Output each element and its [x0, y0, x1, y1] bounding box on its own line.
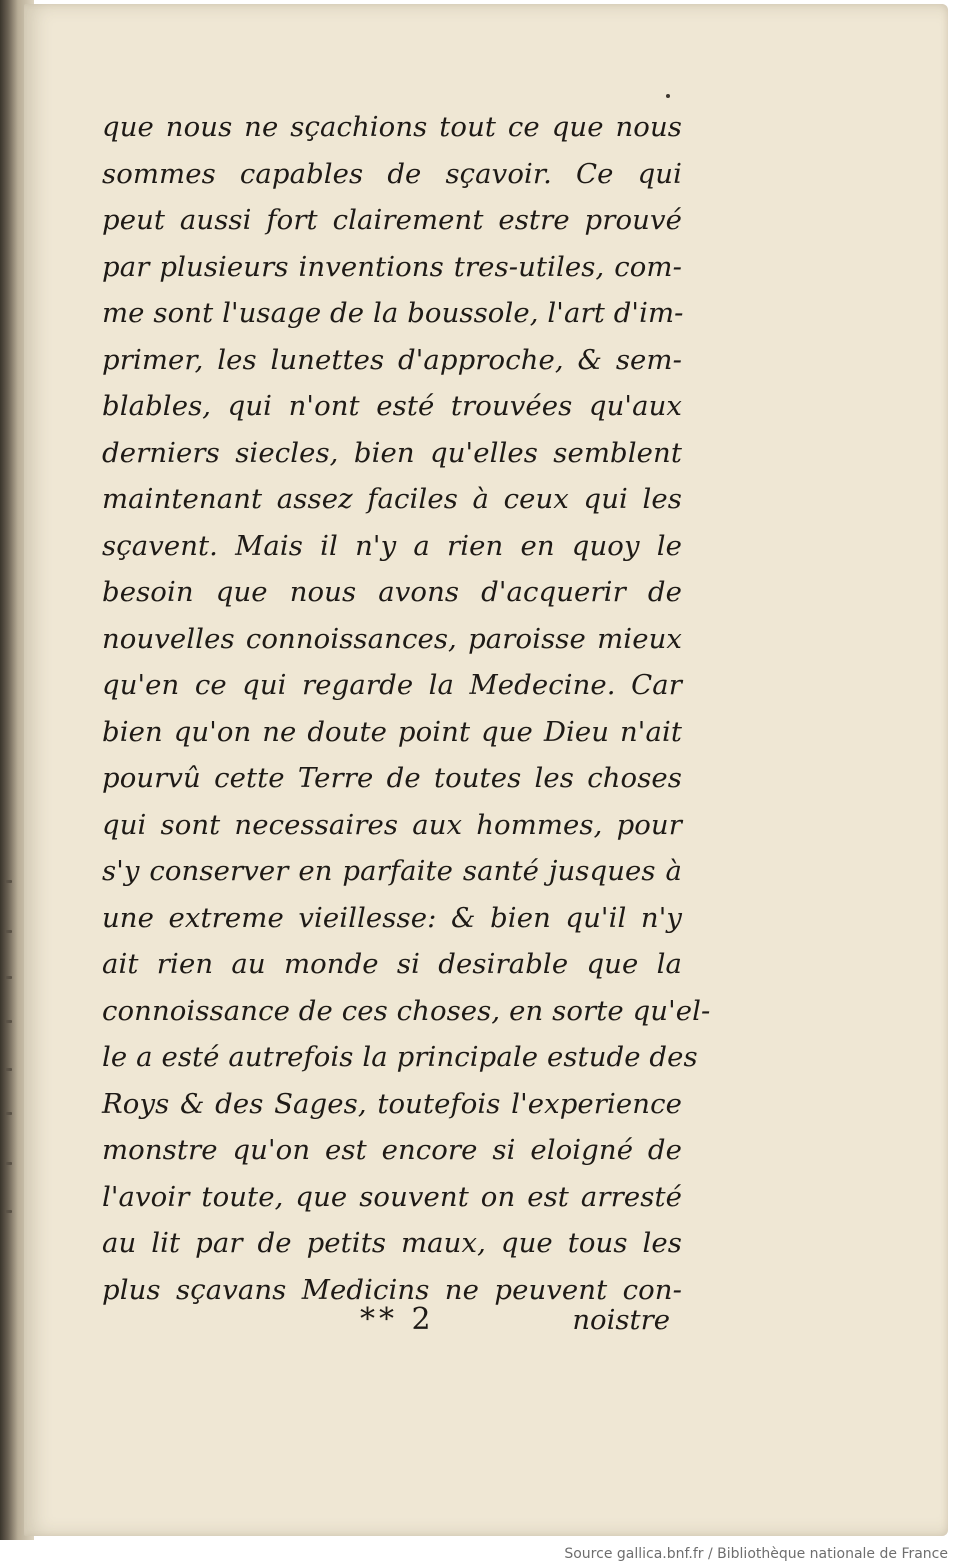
text-line: primer, les lunettes d'approche, & sem-	[102, 343, 682, 376]
text-line: sommes capables de sçavoir. Ce qui	[102, 157, 682, 190]
text-line: qu'en ce qui regarde la Medecine. Car	[102, 669, 682, 701]
text-line: au lit par de petits maux, que tous les	[102, 1227, 682, 1259]
text-line: par plusieurs inventions tres-utiles, com-	[102, 250, 682, 283]
text-line: ait rien au monde si desirable que la	[102, 948, 682, 980]
text-line: plus sçavans Medicins ne peuvent con-	[102, 1273, 682, 1306]
text-line: qui sont necessaires aux hommes, pour	[102, 808, 682, 841]
text-line: me sont l'usage de la boussole, l'art d'im-	[102, 297, 684, 329]
text-line: Roys & des Sages, toutefois l'experience	[102, 1087, 682, 1120]
text-line: derniers siecles, bien qu'elles semblent	[102, 436, 682, 469]
signature-mark: ** 2	[360, 1302, 435, 1337]
text-line: pourvû cette Terre de toutes les choses	[102, 762, 682, 794]
body-text	[102, 104, 711, 1313]
edge-mark	[6, 1020, 12, 1023]
text-line: connoissance de ces choses, en sorte qu'el-	[102, 994, 711, 1027]
text-line: s'y conserver en parfaite santé jusques à	[102, 855, 682, 887]
page-edge-marks	[2, 880, 16, 1260]
text-line: blables, qui n'ont esté trouvées qu'aux	[102, 390, 682, 422]
text-line: maintenant assez faciles à ceux qui les	[102, 483, 682, 515]
text-line: une extreme vieillesse: & bien qu'il n'y	[102, 901, 682, 934]
page-footer-line	[360, 1297, 670, 1343]
edge-mark	[6, 1162, 12, 1165]
text-line: besoin que nous avons d'acquerir de	[102, 576, 682, 608]
text-line: monstre qu'on est encore si eloigné de	[102, 1134, 682, 1166]
text-line: le a esté autrefois la principale estude des	[102, 1041, 698, 1073]
text-line: l'avoir toute, que souvent on est arresté	[102, 1180, 682, 1213]
edge-mark	[6, 930, 12, 933]
ink-speck	[666, 94, 670, 98]
edge-mark	[6, 880, 12, 883]
text-line: bien qu'on ne doute point que Dieu n'ait	[102, 715, 682, 748]
edge-mark	[6, 1068, 12, 1071]
source-credit: Source gallica.bnf.fr / Bibliothèque nationale de France	[564, 1546, 948, 1562]
text-line: peut aussi fort clairement estre prouvé	[102, 204, 682, 236]
edge-mark	[6, 1210, 12, 1213]
text-line: que nous ne sçachions tout ce que nous	[102, 111, 682, 143]
catchword: noistre	[572, 1304, 670, 1336]
text-line: nouvelles connoissances, paroisse mieux	[102, 622, 682, 655]
edge-mark	[6, 1112, 12, 1115]
edge-mark	[6, 976, 12, 979]
text-line: sçavent. Mais il n'y a rien en quoy le	[102, 529, 682, 562]
